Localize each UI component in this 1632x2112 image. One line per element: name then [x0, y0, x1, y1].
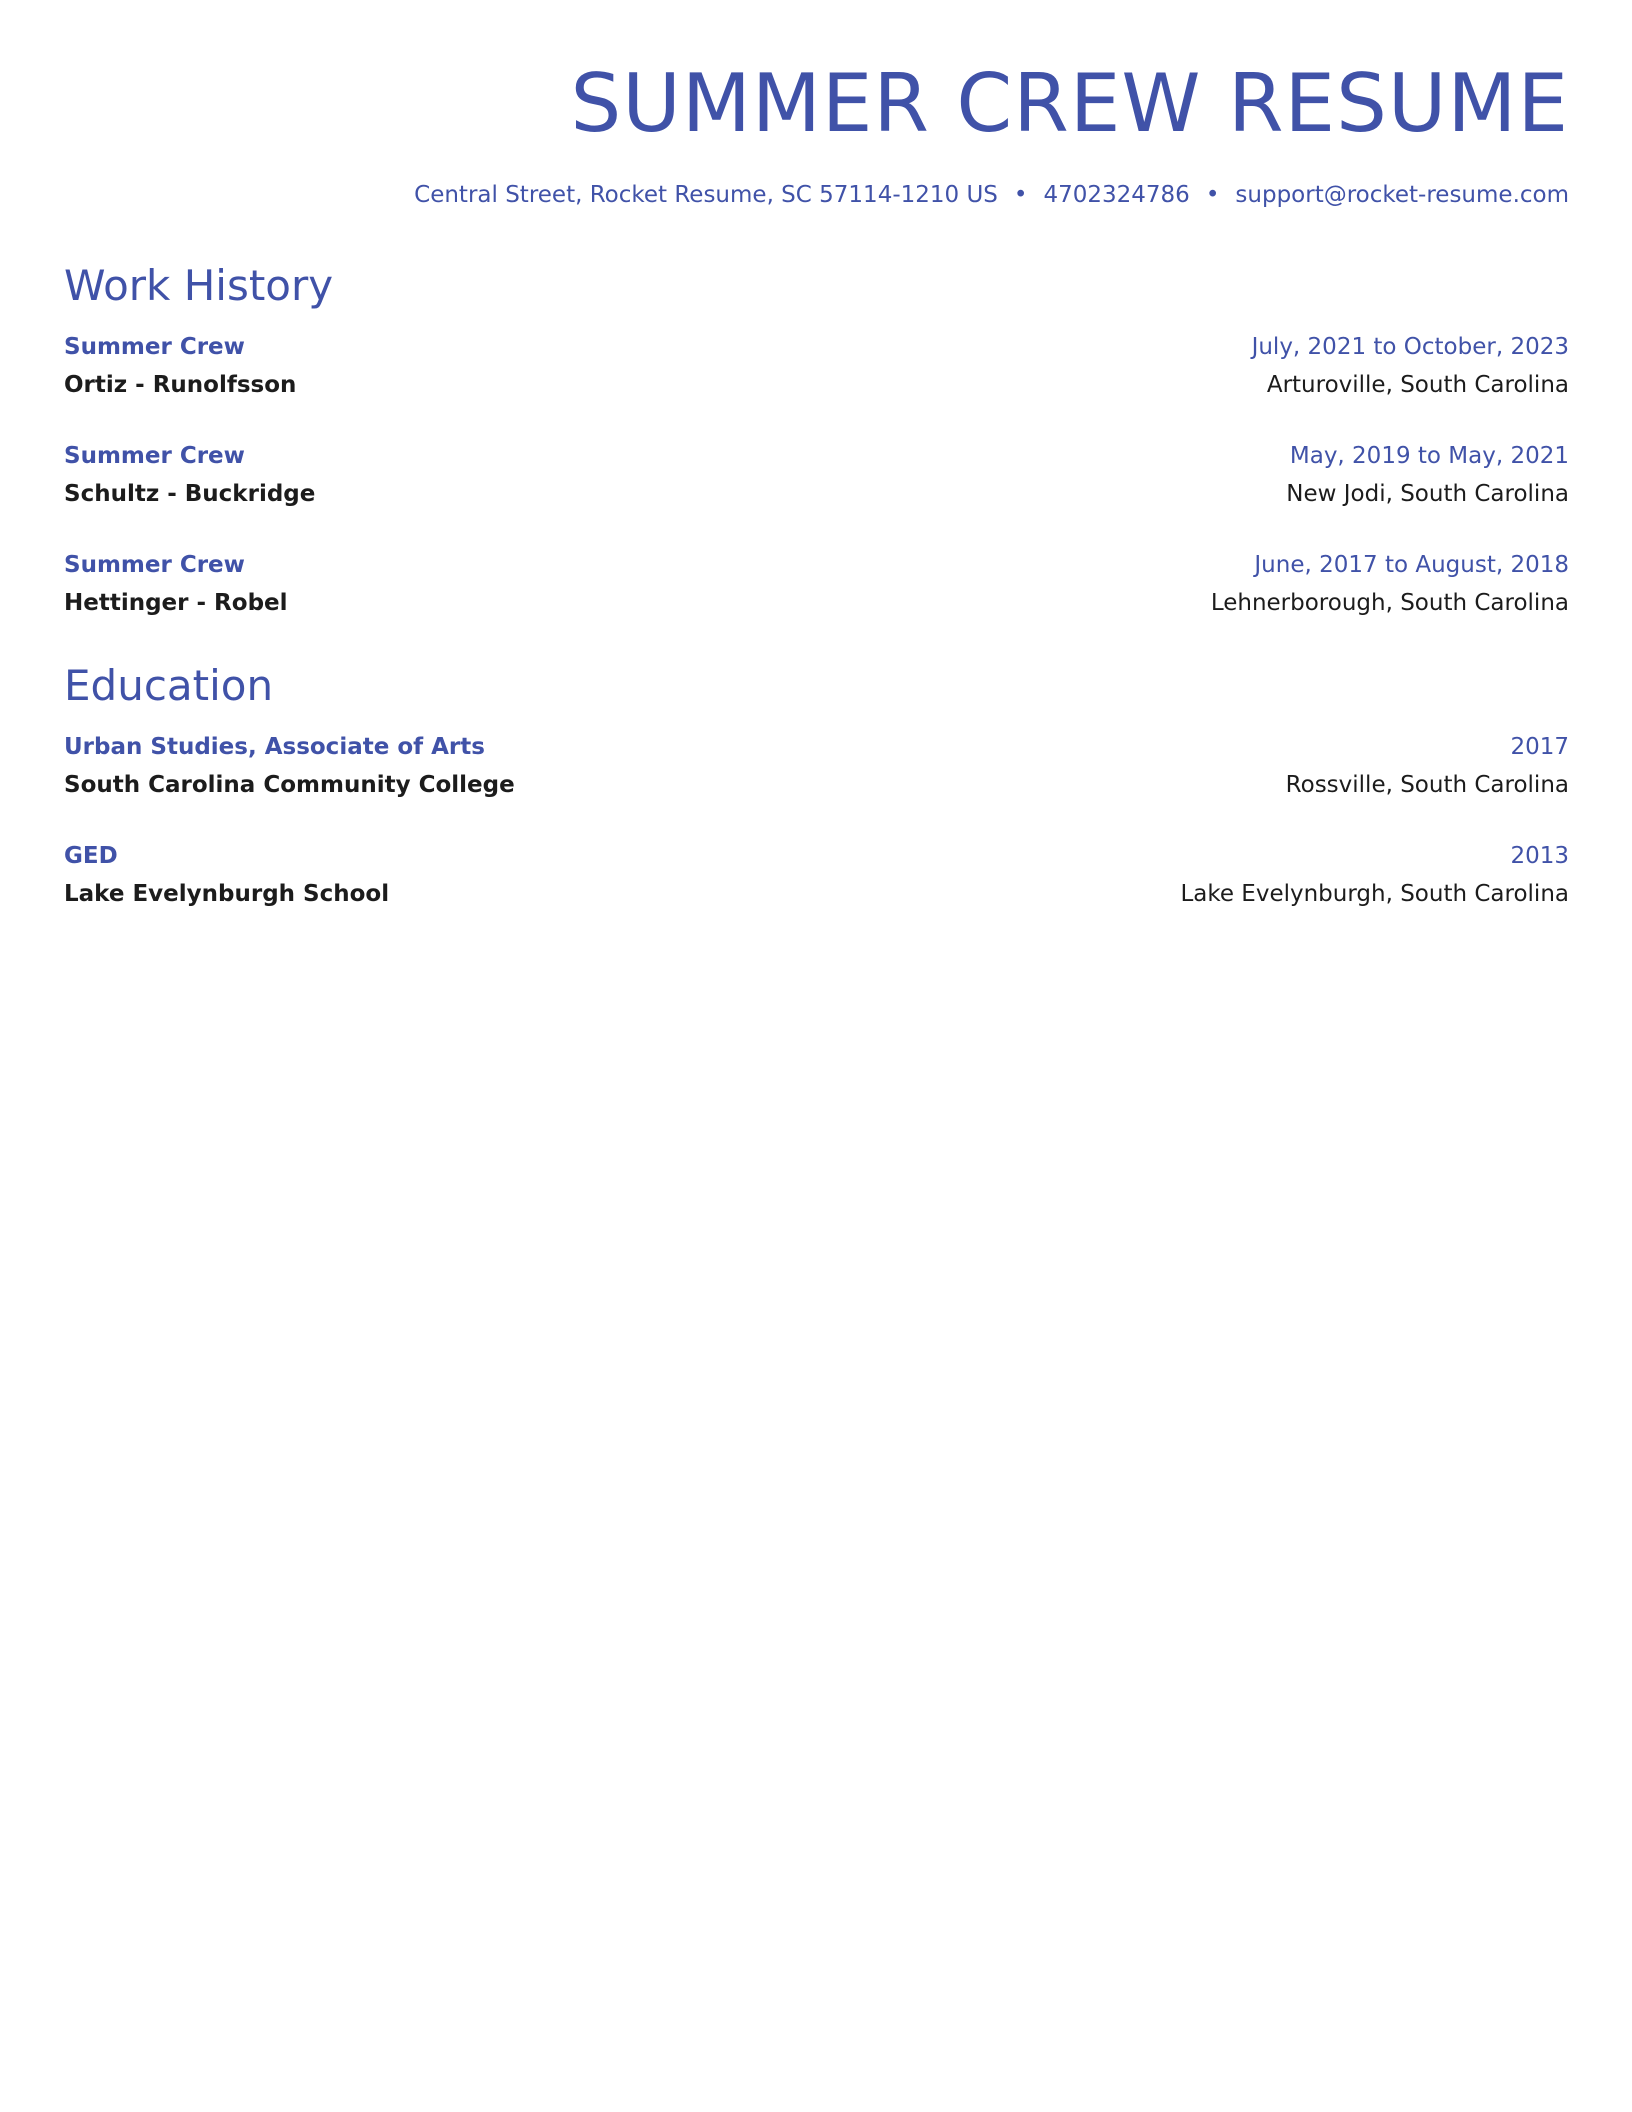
work-history-heading: Work History	[64, 261, 334, 310]
education-entry	[64, 837, 1569, 913]
job-dates: July, 2021 to October, 2023	[1251, 334, 1569, 360]
job-title: Summer Crew	[64, 334, 245, 360]
school-location: Lake Evelynburgh, South Carolina	[1180, 881, 1569, 907]
contact-separator: •	[1013, 182, 1028, 208]
resume-page	[64, 0, 1569, 913]
contact-line	[64, 180, 1569, 210]
school-name: Lake Evelynburgh School	[64, 881, 390, 907]
job-dates: May, 2019 to May, 2021	[1289, 443, 1569, 469]
degree-name: GED	[64, 843, 118, 869]
degree-name: Urban Studies, Associate of Arts	[64, 734, 485, 760]
graduation-year: 2017	[1510, 734, 1569, 760]
job-location: Arturoville, South Carolina	[1266, 372, 1569, 398]
job-title: Summer Crew	[64, 552, 245, 578]
resume-title: SUMMER CREW RESUME	[570, 57, 1569, 150]
contact-email: support@rocket-resume.com	[1235, 182, 1569, 208]
contact-separator: •	[1205, 182, 1220, 208]
job-dates: June, 2017 to August, 2018	[1254, 552, 1569, 578]
company-name: Hettinger - Robel	[64, 590, 288, 616]
job-location: New Jodi, South Carolina	[1286, 481, 1569, 507]
job-location: Lehnerborough, South Carolina	[1210, 590, 1569, 616]
work-history-section	[64, 260, 1569, 622]
education-entry	[64, 728, 1569, 804]
contact-address: Central Street, Rocket Resume, SC 57114-1210 US	[414, 182, 998, 208]
education-heading: Education	[64, 661, 274, 710]
company-name: Schultz - Buckridge	[64, 481, 316, 507]
work-entry	[64, 437, 1569, 513]
job-title: Summer Crew	[64, 443, 245, 469]
graduation-year: 2013	[1510, 843, 1569, 869]
school-location: Rossville, South Carolina	[1285, 772, 1569, 798]
school-name: South Carolina Community College	[64, 772, 515, 798]
education-section	[64, 660, 1569, 913]
work-entry	[64, 328, 1569, 404]
work-entry	[64, 546, 1569, 622]
contact-phone: 4702324786	[1043, 182, 1190, 208]
company-name: Ortiz - Runolfsson	[64, 372, 297, 398]
